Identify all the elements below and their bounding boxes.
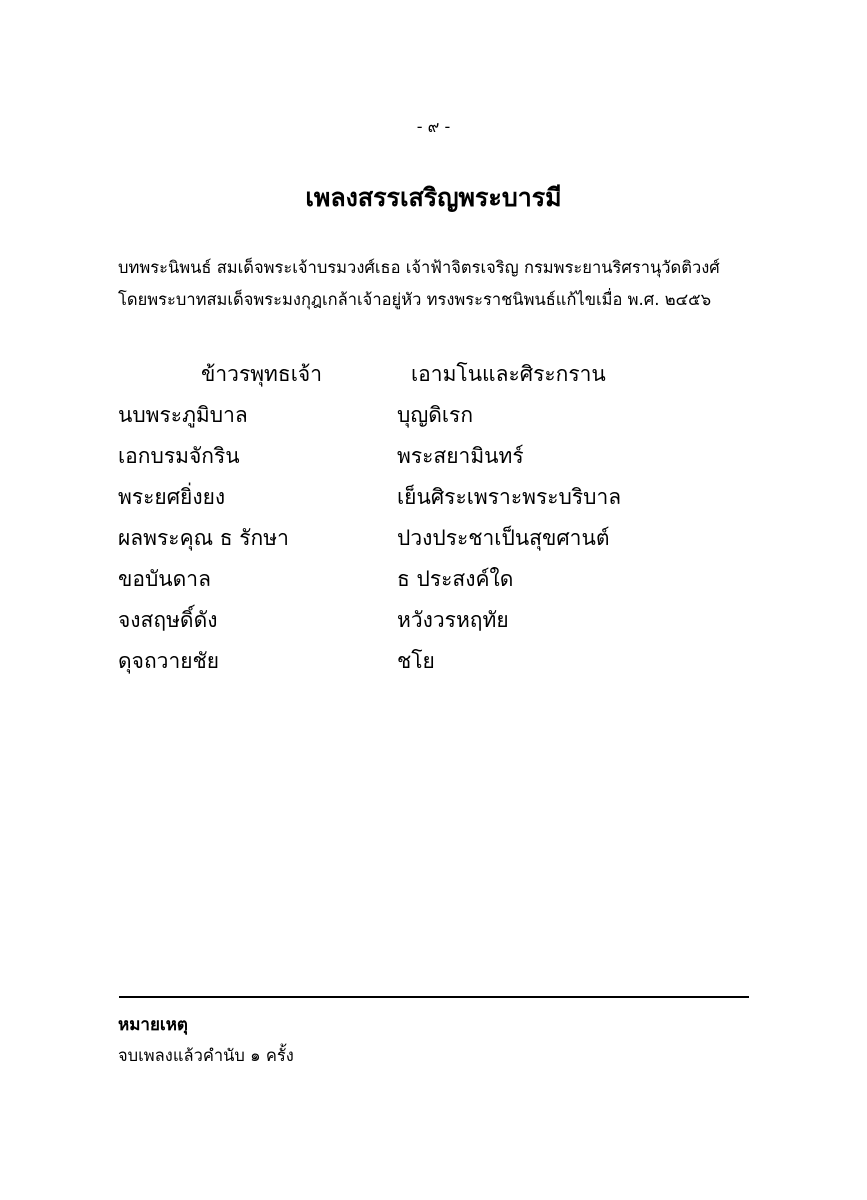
- verse-left: ข้าวรพุทธเจ้า: [201, 362, 322, 386]
- verse-left: ขอบันดาล: [118, 567, 211, 591]
- verse-line: [118, 641, 758, 682]
- verse-left: เอกบรมจักริน: [118, 444, 240, 468]
- verse-right: ธ ประสงค์ใด: [397, 567, 514, 591]
- footnote-divider: [119, 996, 749, 998]
- verse-left: พระยศยิ่งยง: [118, 485, 226, 509]
- verse-right: หวังวรหฤทัย: [397, 608, 509, 632]
- verse-left: จงสฤษดิ์ดัง: [118, 608, 218, 632]
- verse-right: ชโย: [397, 649, 435, 673]
- verse-line: [118, 559, 758, 600]
- verse-line: [118, 436, 758, 477]
- verse-line: [118, 395, 758, 436]
- verse-left: ผลพระคุณ ธ รักษา: [118, 526, 289, 550]
- verse-left: นบพระภูมิบาล: [118, 403, 248, 427]
- attribution: [118, 252, 798, 316]
- attribution-line-2: โดยพระบาทสมเด็จพระมงกุฎเกล้าเจ้าอยู่หัว ทรงพระราชนิพนธ์แก้ไขเมื่อ พ.ศ. ๒๔๕๖: [118, 290, 712, 309]
- verse-right: บุญดิเรก: [397, 403, 474, 427]
- lyrics: [118, 354, 758, 682]
- page-title: เพลงสรรเสริญพระบารมี: [305, 183, 562, 212]
- verse-right: เอามโนและศิระกราน: [411, 362, 606, 386]
- verse-right: พระสยามินทร์: [397, 444, 524, 468]
- note-text: จบเพลงแล้วคำนับ ๑ ครั้ง: [118, 1046, 294, 1065]
- verse-right: ปวงประชาเป็นสุขศานต์: [397, 526, 610, 550]
- verse-right: เย็นศิระเพราะพระบริบาล: [397, 485, 622, 509]
- attribution-line-1: บทพระนิพนธ์ สมเด็จพระเจ้าบรมวงศ์เธอ เจ้าฟ้าจิตรเจริญ กรมพระยานริศรานุวัดติวงศ์: [118, 258, 720, 277]
- verse-line: [118, 354, 758, 395]
- verse-left: ดุจถวายชัย: [118, 649, 220, 673]
- page-number: - ๙ -: [416, 117, 451, 136]
- verse-line: [118, 600, 758, 641]
- verse-line: [118, 477, 758, 518]
- note-heading: หมายเหตุ: [118, 1015, 188, 1035]
- verse-line: [118, 518, 758, 559]
